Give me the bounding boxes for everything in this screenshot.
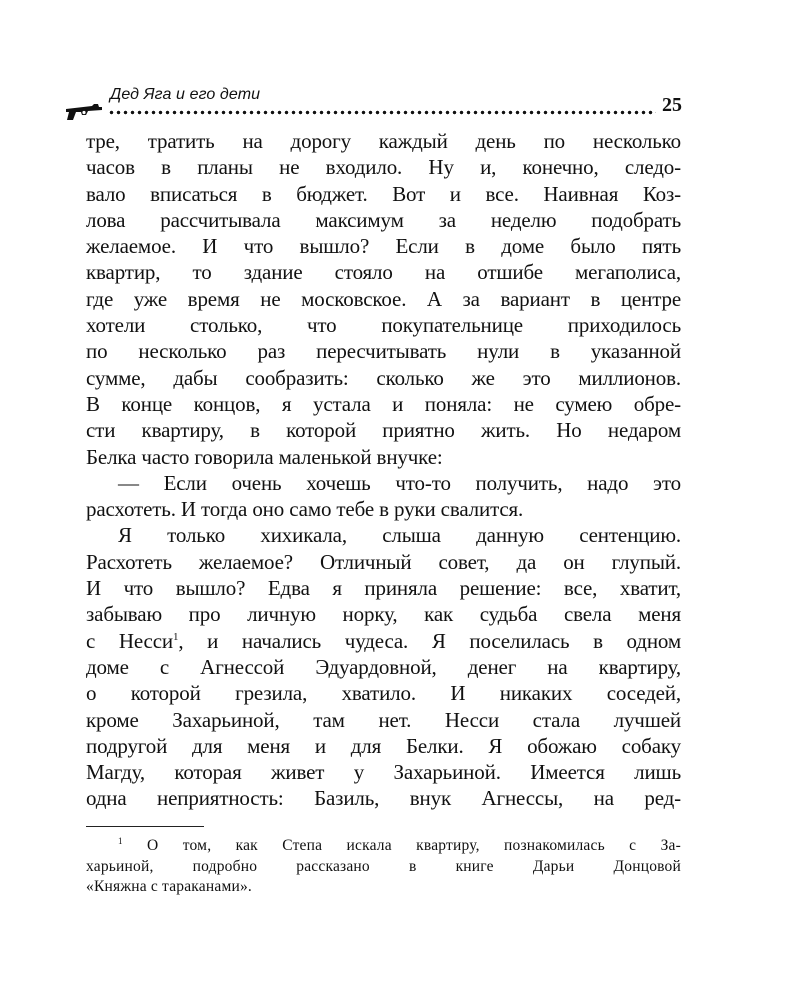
text-line: сти квартиру, в которой приятно жить. Но недаром (86, 418, 681, 443)
page-number: 25 (662, 94, 682, 116)
text-line: Я только хихикала, слыша данную сентенцию. (118, 523, 681, 548)
text-line: доме с Агнессой Эдуардовной, денег на квартиру, (86, 654, 681, 679)
header-dot-leader (108, 108, 656, 116)
text-line: квартир, то здание стояло на отшибе мегаполиса, (86, 260, 681, 285)
text-line: по несколько раз пересчитывать нули в указанной (86, 339, 681, 364)
footnote-line: харьиной, подробно рассказано в книге Дарьи Донцовой (86, 857, 681, 875)
text-line: Магду, которая живет у Захарьиной. Имеется лишь (86, 760, 681, 785)
text-line: хотели столько, что покупательнице приходилось (86, 313, 681, 338)
text-line: И что вышло? Едва я приняла решение: все, хватит, (86, 576, 681, 601)
text-line: Расхотеть желаемое? Отличный совет, да он глупый. (86, 549, 681, 574)
text-fragment: , и начались чудеса. Я поселилась в одном (178, 628, 682, 653)
footnote-line: «Княжна с тараканами». (86, 878, 252, 895)
text-line: одна неприятность: Базиль, внук Агнессы, на ред- (86, 786, 681, 811)
text-line: тре, тратить на дорогу каждый день по несколько (86, 129, 681, 153)
running-title: Дед Яга и его дети (110, 86, 261, 103)
text-line: В конце концов, я устала и поняла: не сумею обре- (86, 391, 681, 416)
text-line: забываю про личную норку, как судьба свела меня (86, 602, 681, 627)
text-line: Белка часто говорила маленькой внучке: (86, 444, 443, 469)
text-line: сумме, дабы сообразить: сколько же это миллионов. (86, 365, 681, 390)
revolver-icon (64, 100, 104, 122)
text-line: где уже время не московское. А за вариант в центре (86, 286, 681, 311)
text-fragment: с Несси (86, 628, 173, 653)
text-line: часов в планы не входило. Ну и, конечно, следо- (86, 155, 681, 180)
text-line: желаемое. И что вышло? Если в доме было пять (86, 234, 681, 259)
text-line: кроме Захарьиной, там нет. Несси стала лучшей (86, 707, 681, 732)
footnote-line (86, 836, 681, 857)
running-header (78, 86, 696, 122)
text-line: вало вписаться в бюджет. Вот и все. Наивная Коз- (86, 181, 681, 206)
text-fragment: О том, как Степа искала квартиру, познакомилась с За- (122, 837, 681, 854)
main-text (86, 128, 681, 812)
footnote (86, 836, 681, 898)
text-line: подругой для меня и для Белки. Я обожаю собаку (86, 733, 681, 758)
text-line: лова рассчитывала максимум за неделю подобрать (86, 207, 681, 232)
footnote-marker: 1 (118, 836, 123, 846)
footnote-separator (86, 826, 204, 827)
text-line: расхотеть. И тогда оно само тебе в руки свалится. (86, 497, 524, 522)
footnote-reference[interactable]: 1 (173, 630, 179, 643)
text-line: о которой грезила, хватило. И никаких соседей, (86, 681, 681, 706)
text-line (86, 628, 681, 654)
text-line: — Если очень хочешь что-то получить, надо это (118, 470, 681, 495)
